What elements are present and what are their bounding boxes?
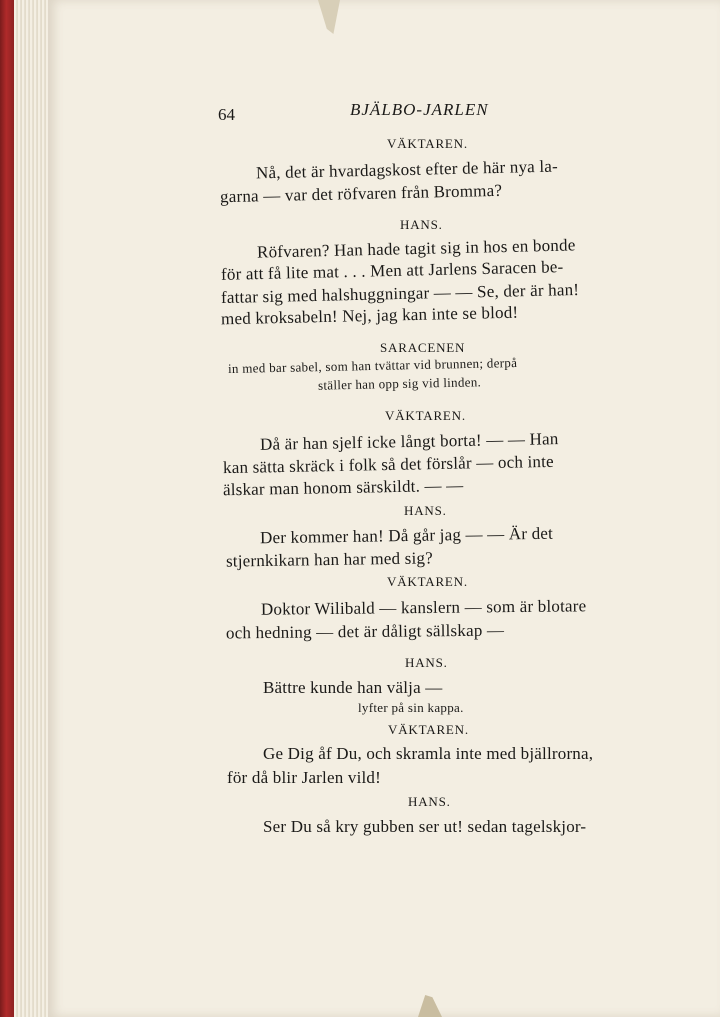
body-line: kan sätta skräck i folk så det förslår — och inte (222, 451, 554, 478)
body-line: och hedning — det är dåligt sällskap — (225, 620, 505, 643)
body-line: Der kommer han! Då går jag — — Är det (259, 523, 554, 548)
page-number: 64 (218, 105, 235, 124)
stage-direction: in med bar sabel, som han tvättar vid brunnen; derpå (227, 354, 518, 377)
speaker-label: HANS. (400, 217, 443, 232)
body-line: älskar man honom särskildt. — — (222, 475, 464, 500)
book-page (48, 0, 720, 1017)
speaker-label: HANS. (404, 503, 447, 518)
stage-direction: ställer han opp sig vid linden. (317, 374, 482, 393)
body-line: fattar sig med halshuggningar — — Se, der är han! (220, 279, 580, 308)
body-line: Ser Du så kry gubben ser ut! sedan tagelskjor- (263, 817, 587, 836)
stage-direction: lyfter på sin kappa. (358, 700, 464, 715)
body-line: Ge Dig åf Du, och skramla inte med bjällrorna, (263, 744, 594, 763)
speaker-label: VÄKTAREN. (387, 136, 468, 151)
body-line: för att få lite mat . . . Men att Jarlens Saracen be- (220, 257, 564, 284)
speaker-label: VÄKTAREN. (385, 408, 466, 423)
body-line: Bättre kunde han välja — (263, 678, 443, 697)
speaker-label: HANS. (408, 794, 451, 809)
book-binding (0, 0, 14, 1017)
speaker-label: VÄKTAREN. (388, 722, 469, 737)
body-line: Röfvaren? Han hade tagit sig in hos en bonde (256, 235, 576, 262)
page-edges (14, 0, 48, 1017)
running-title: BJÄLBO-JARLEN (350, 100, 489, 119)
body-line: Doktor Wilibald — kanslern — som är blotare (260, 596, 587, 619)
body-line: med kroksabeln! Nej, jag kan inte se blod! (220, 302, 519, 329)
body-line: för då blir Jarlen vild! (227, 768, 381, 787)
speaker-label: VÄKTAREN. (387, 574, 468, 589)
speaker-label: HANS. (405, 655, 448, 670)
body-line: Då är han sjelf icke långt borta! — — Han (259, 429, 559, 454)
body-line: Nå, det är hvardagskost efter de här nya la- (255, 156, 559, 183)
body-line: stjernkikarn han har med sig? (225, 548, 434, 571)
body-line: garna — var det röfvaren från Bromma? (219, 180, 503, 207)
speaker-label: SARACENEN (380, 340, 466, 355)
